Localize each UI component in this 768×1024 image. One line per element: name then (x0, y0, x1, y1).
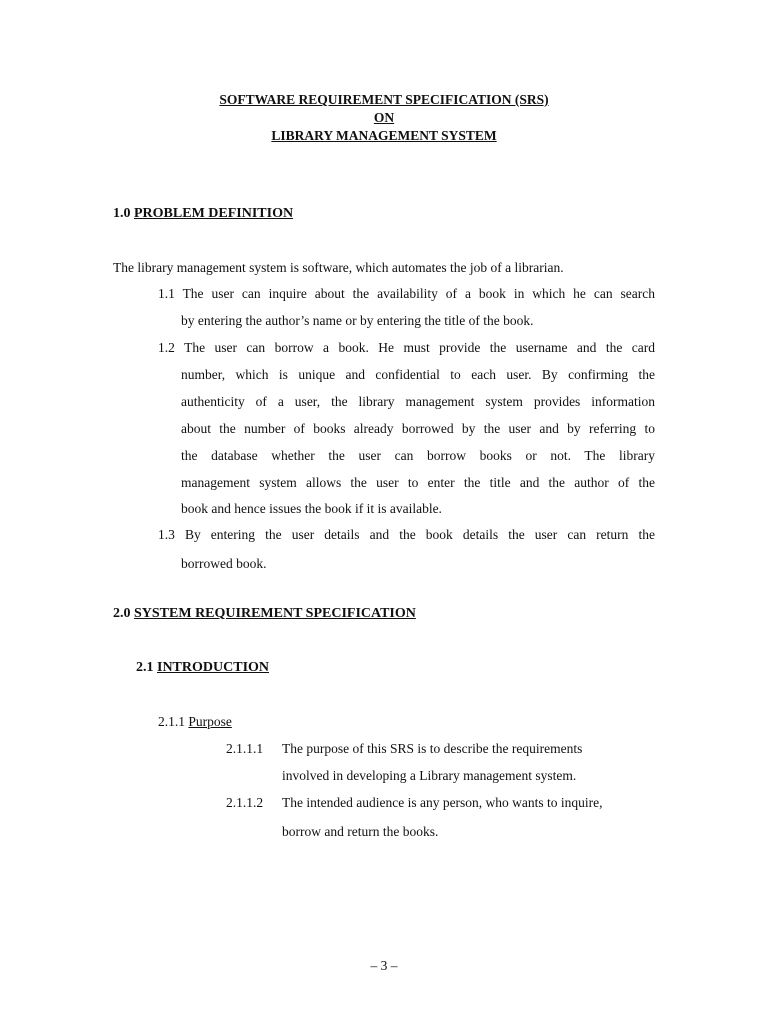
page-number: – 3 – (370, 958, 398, 973)
section-2-1-number: 2.1 (136, 660, 157, 675)
section-1-title: PROBLEM DEFINITION (134, 206, 294, 221)
section-1-intro: The library management system is software, which automates the job of a librarian. (113, 260, 564, 275)
item-1-2-line-4: about the number of books already borrowed by the user and by referring to (181, 421, 655, 436)
section-2-number: 2.0 (113, 606, 134, 621)
item-1-2-line-2: number, which is unique and confidential to each user. By confirming the (181, 367, 655, 382)
section-2-1-1-title: Purpose (188, 714, 232, 729)
title-line-3: LIBRARY MANAGEMENT SYSTEM (271, 128, 497, 143)
item-2-1-1-2-line-1: The intended audience is any person, who wants to inquire, (282, 795, 603, 810)
section-1-heading (113, 206, 293, 222)
section-2-1-1-number: 2.1.1 (158, 714, 189, 729)
item-2-1-1-1-line-1: The purpose of this SRS is to describe the requirements (282, 741, 583, 756)
section-2-heading (113, 606, 416, 622)
item-1-2-line-7: book and hence issues the book if it is available. (181, 501, 442, 516)
item-2-1-1-1-number: 2.1.1.1 (226, 741, 264, 756)
item-1-2-line-3: authenticity of a user, the library management system provides information (181, 394, 655, 409)
item-1-1-line-2: by entering the author’s name or by entering the title of the book. (181, 313, 534, 328)
item-1-3-line-1: 1.3 By entering the user details and the book details the user can return the (158, 527, 655, 542)
section-2-title: SYSTEM REQUIREMENT SPECIFICATION (134, 606, 416, 621)
item-1-3-line-2: borrowed book. (181, 556, 267, 571)
title-line-1: SOFTWARE REQUIREMENT SPECIFICATION (SRS) (219, 92, 549, 107)
item-1-2-line-1: 1.2 The user can borrow a book. He must provide the username and the card (158, 340, 655, 355)
section-2-1-heading (136, 660, 269, 676)
item-1-1-line-1: 1.1 The user can inquire about the availability of a book in which he can search (158, 286, 655, 301)
item-1-2-line-6: management system allows the user to enter the title and the author of the (181, 475, 655, 490)
item-2-1-1-1-line-2: involved in developing a Library management system. (282, 768, 577, 783)
item-2-1-1-2-line-2: borrow and return the books. (282, 824, 439, 839)
title-line-2: ON (373, 110, 395, 125)
item-1-2-line-5: the database whether the user can borrow books or not. The library (181, 448, 655, 463)
section-2-1-title: INTRODUCTION (157, 660, 270, 675)
section-2-1-1-heading (158, 714, 232, 730)
section-1-number: 1.0 (113, 206, 134, 221)
item-2-1-1-2-number: 2.1.1.2 (226, 795, 264, 810)
